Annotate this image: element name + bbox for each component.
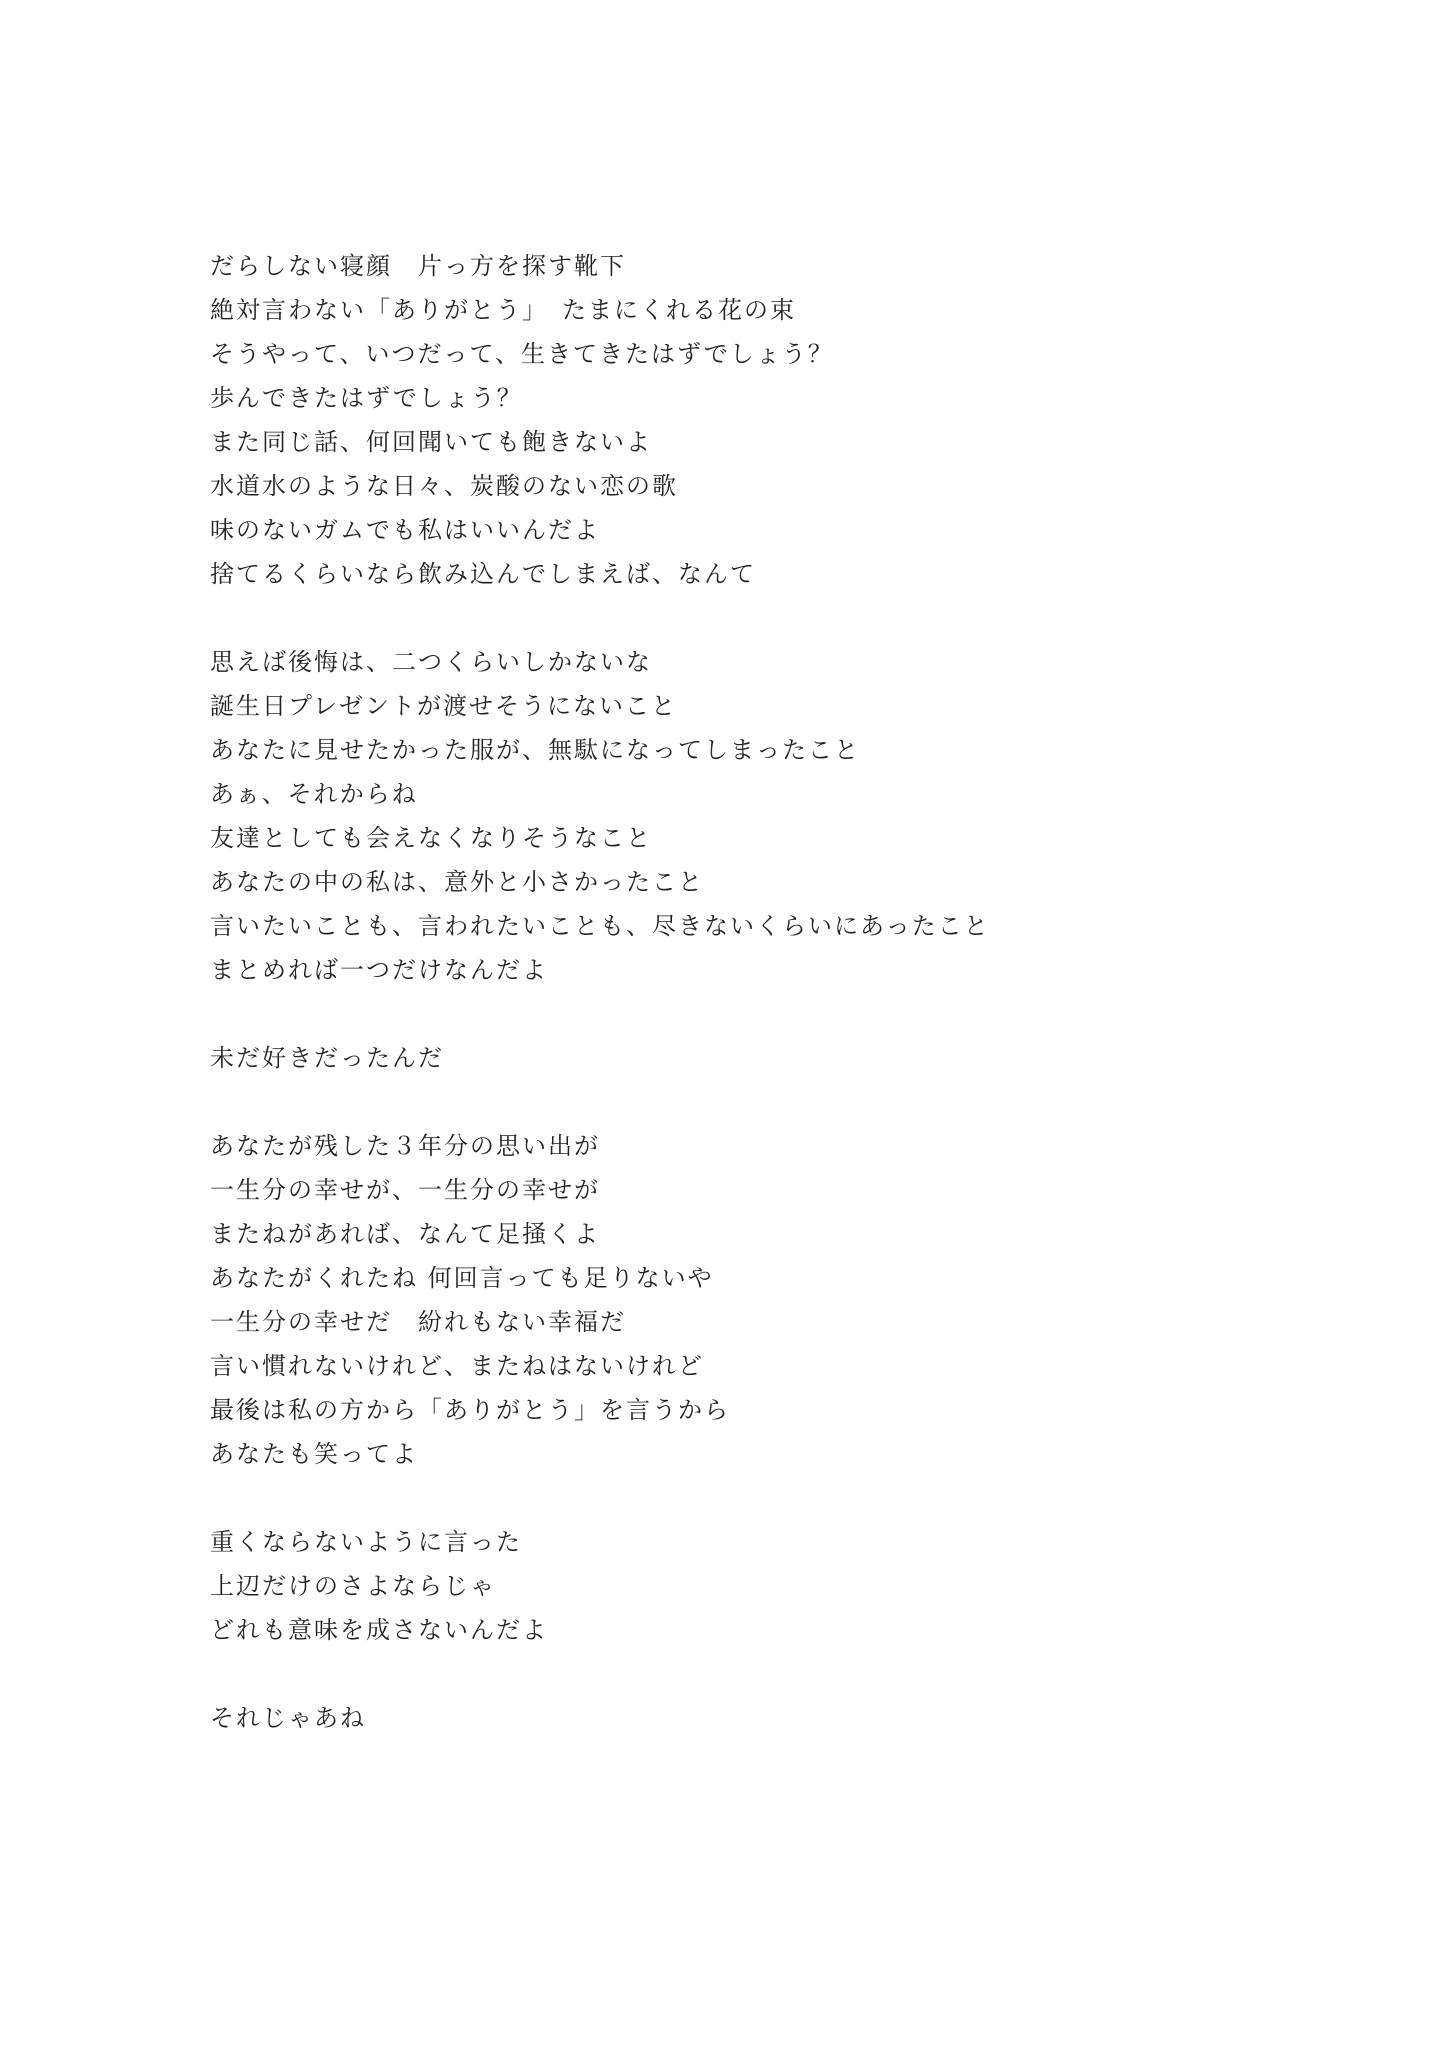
lyric-line: 一生分の幸せだ 紛れもない幸福だ: [210, 1308, 626, 1336]
lyric-line: それじゃあね: [210, 1704, 366, 1732]
stanza-gap: [210, 1476, 1310, 1520]
lyric-line: 言い慣れないけれど、またねはないけれど: [210, 1352, 704, 1380]
lyric-line: 一生分の幸せが、一生分の幸せが: [210, 1176, 600, 1204]
lyric-line: あなたに見せたかった服が、無駄になってしまったこと: [210, 736, 860, 764]
stanza-gap: [210, 596, 1310, 640]
stanza-6: [210, 1696, 1310, 1740]
lyric-line: 思えば後悔は、二つくらいしかないな: [210, 648, 652, 676]
lyric-line: どれも意味を成さないんだよ: [210, 1616, 548, 1644]
stanza-gap: [210, 1080, 1310, 1124]
lyric-line: 上辺だけのさよならじゃ: [210, 1572, 496, 1600]
stanza-1: [210, 244, 1310, 596]
stanza-gap: [210, 1652, 1310, 1696]
stanza-3: [210, 1036, 1310, 1080]
lyric-line: 重くならないように言った: [210, 1528, 522, 1556]
lyric-line: あなたも笑ってよ: [210, 1440, 418, 1468]
lyric-line: 未だ好きだったんだ: [210, 1044, 444, 1072]
lyric-line: 味のないガムでも私はいいんだよ: [210, 516, 600, 544]
lyric-line: だらしない寝顔 片っ方を探す靴下: [210, 252, 626, 280]
stanza-5: [210, 1520, 1310, 1652]
stanza-gap: [210, 992, 1310, 1036]
lyric-line: そうやって、いつだって、生きてきたはずでしょう？: [210, 340, 834, 368]
stanza-2: [210, 640, 1310, 992]
lyric-line: あなたが残した３年分の思い出が: [210, 1132, 600, 1160]
lyric-line: 絶対言わない「ありがとう」 たまにくれる花の束: [210, 296, 796, 324]
lyric-line: 言いたいことも、言われたいことも、尽きないくらいにあったこと: [210, 912, 990, 940]
lyric-line: 最後は私の方から「ありがとう」を言うから: [210, 1396, 730, 1424]
lyric-line: 歩んできたはずでしょう？: [210, 384, 523, 412]
lyric-line: また同じ話、何回聞いても飽きないよ: [210, 428, 652, 456]
lyric-line: あなたの中の私は、意外と小さかったこと: [210, 868, 704, 896]
lyric-line: 誕生日プレゼントが渡せそうにないこと: [210, 692, 678, 720]
lyric-line: あなたがくれたね 何回言っても足りないや: [210, 1264, 714, 1292]
lyric-line: またねがあれば、なんて足掻くよ: [210, 1220, 600, 1248]
lyric-line: 友達としても会えなくなりそうなこと: [210, 824, 652, 852]
stanza-4: [210, 1124, 1310, 1476]
lyrics-body: [210, 244, 1310, 1740]
lyric-line: まとめれば一つだけなんだよ: [210, 956, 548, 984]
lyric-line: あぁ、それからね: [210, 780, 418, 808]
lyric-line: 捨てるくらいなら飲み込んでしまえば、なんて: [210, 560, 756, 588]
lyric-line: 水道水のような日々、炭酸のない恋の歌: [210, 472, 678, 500]
